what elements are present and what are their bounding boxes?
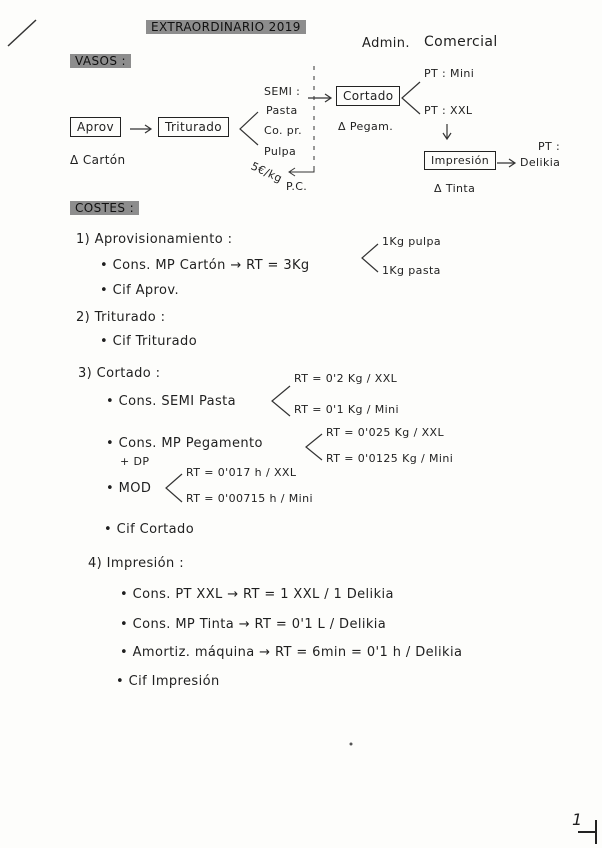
semi-label: SEMI : (264, 85, 301, 98)
section-4-title: 4) Impresión : (88, 556, 184, 571)
s3-b2-dp: + DP (120, 455, 150, 468)
s1-bullet-2-text: Cif Aprov. (112, 283, 179, 298)
vasos-heading: VASOS : (70, 54, 131, 68)
s3-b2-branch-b: RT = 0'0125 Kg / Mini (326, 452, 454, 465)
s1-bullet-2: • Cif Aprov. (100, 283, 179, 298)
s3-bullet-1-text: Cons. SEMI Pasta (118, 394, 237, 409)
s3-b2-branch-a: RT = 0'025 Kg / XXL (326, 426, 444, 439)
s4-bullet-2-text: Cons. MP Tinta → RT = 0'1 L / Delikia (132, 617, 387, 632)
s3-bullet-3: • MOD (106, 481, 152, 496)
s1-branch-b: 1Kg pasta (382, 264, 441, 277)
carton-label: Δ Cartón (70, 153, 126, 167)
page-title: EXTRAORDINARIO 2019 (146, 20, 306, 34)
admin-label: Admin. (362, 36, 410, 51)
s4-bullet-3: • Amortiz. máquina → RT = 6min = 0'1 h / Delikia (120, 645, 463, 660)
s3-bullet-1: • Cons. SEMI Pasta (106, 394, 237, 409)
s3-b1-branch-b: RT = 0'1 Kg / Mini (294, 403, 399, 416)
copr-label: Co. pr. (264, 124, 303, 137)
s4-bullet-2: • Cons. MP Tinta → RT = 0'1 L / Delikia (120, 617, 387, 632)
pt-label: PT : (538, 140, 561, 153)
comercial-label: Comercial (424, 34, 498, 50)
section-2-title: 2) Triturado : (76, 310, 166, 325)
s4-bullet-1: • Cons. PT XXL → RT = 1 XXL / 1 Delikia (120, 587, 394, 602)
impresion-box: Impresión (424, 151, 496, 170)
s3-bullet-4-text: Cif Cortado (116, 522, 195, 537)
triturado-box: Triturado (158, 117, 229, 137)
s3-bullet-2: • Cons. MP Pegamento (106, 436, 263, 451)
s2-bullet-1-text: Cif Triturado (112, 334, 198, 349)
pulpa-label: Pulpa (264, 145, 297, 158)
s4-bullet-3-text: Amortiz. máquina → RT = 6min = 0'1 h / Delikia (132, 645, 463, 660)
aprov-box: Aprov (70, 117, 121, 137)
s1-branch-a: 1Kg pulpa (382, 235, 442, 248)
pt-mini-label: PT : Mini (424, 67, 475, 80)
price-label: 5€/kg (248, 159, 285, 186)
s3-b3-branch-b: RT = 0'00715 h / Mini (186, 492, 313, 505)
pasta-label: Pasta (266, 104, 298, 117)
pc-label: P.C. (286, 180, 308, 193)
page-number: 1 (572, 810, 583, 829)
s3-b1-branch-a: RT = 0'2 Kg / XXL (294, 372, 398, 385)
section-1-title: 1) Aprovisionamiento : (76, 232, 233, 247)
s2-bullet-1: • Cif Triturado (100, 334, 198, 349)
s3-bullet-4: • Cif Cortado (104, 522, 195, 537)
pt-xxl-label: PT : XXL (424, 104, 473, 117)
delikia-label: Delikia (520, 156, 561, 169)
costes-heading: COSTES : (70, 201, 139, 215)
section-3-title: 3) Cortado : (78, 366, 161, 381)
s4-bullet-4: • Cif Impresión (116, 674, 220, 689)
tinta-label: Δ Tinta (434, 182, 476, 195)
s3-bullet-3-text: MOD (118, 481, 152, 496)
s4-bullet-4-text: Cif Impresión (128, 674, 220, 689)
s4-bullet-1-text: Cons. PT XXL → RT = 1 XXL / 1 Delikia (132, 587, 394, 602)
s1-bullet-1: • Cons. MP Cartón → RT = 3Kg (100, 258, 310, 273)
cortado-box: Cortado (336, 86, 400, 106)
s1-bullet-1-text: Cons. MP Cartón → RT = 3Kg (112, 258, 310, 273)
s3-b3-branch-a: RT = 0'017 h / XXL (186, 466, 297, 479)
pegam-label: Δ Pegam. (338, 120, 394, 133)
s3-bullet-2-text: Cons. MP Pegamento (118, 436, 263, 451)
